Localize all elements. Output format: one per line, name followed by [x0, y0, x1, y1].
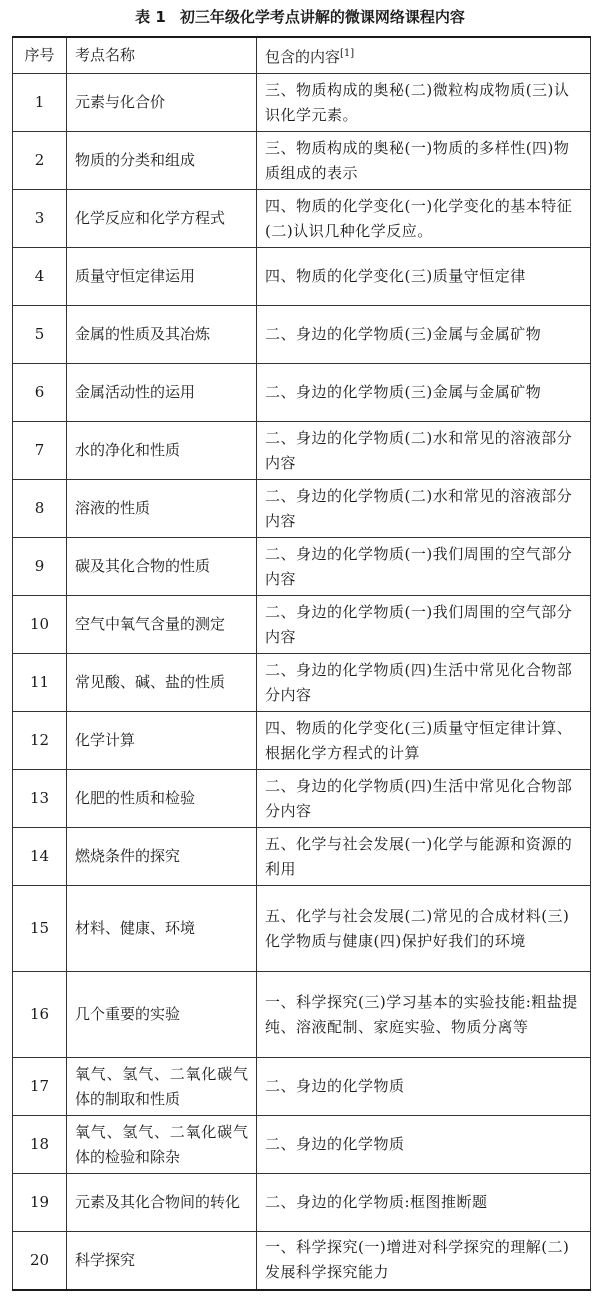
row-name: 元素与化合价: [67, 74, 257, 132]
table-row: [13, 1232, 591, 1290]
row-content: 二、身边的化学物质:框图推断题: [257, 1174, 591, 1232]
row-content: 四、物质的化学变化(一)化学变化的基本特征(二)认识几种化学反应。: [257, 190, 591, 248]
table-row: [13, 480, 591, 538]
row-content: 三、物质构成的奥秘(二)微粒构成物质(三)认识化学元素。: [257, 74, 591, 132]
course-table: [12, 36, 591, 1291]
table-row: [13, 1116, 591, 1174]
row-seq: 12: [13, 712, 67, 770]
row-seq: 6: [13, 364, 67, 422]
table-row: [13, 712, 591, 770]
row-seq: 3: [13, 190, 67, 248]
row-seq: 10: [13, 596, 67, 654]
row-name: 溶液的性质: [67, 480, 257, 538]
row-content: 一、科学探究(一)增进对科学探究的理解(二)发展科学探究能力: [257, 1232, 591, 1290]
table-row: [13, 190, 591, 248]
row-seq: 2: [13, 132, 67, 190]
row-name: 碳及其化合物的性质: [67, 538, 257, 596]
row-name: 常见酸、碱、盐的性质: [67, 654, 257, 712]
row-content: 五、化学与社会发展(二)常见的合成材料(三)化学物质与健康(四)保护好我们的环境: [257, 886, 591, 972]
row-content: 二、身边的化学物质(二)水和常见的溶液部分内容: [257, 480, 591, 538]
row-name: 水的净化和性质: [67, 422, 257, 480]
row-seq: 11: [13, 654, 67, 712]
row-seq: 4: [13, 248, 67, 306]
row-seq: 20: [13, 1232, 67, 1290]
table-row: [13, 886, 591, 972]
table-row: [13, 132, 591, 190]
table-row: [13, 538, 591, 596]
row-content: 二、身边的化学物质(二)水和常见的溶液部分内容: [257, 422, 591, 480]
row-content: 三、物质构成的奥秘(一)物质的多样性(四)物质组成的表示: [257, 132, 591, 190]
table-row: [13, 74, 591, 132]
row-name: 几个重要的实验: [67, 972, 257, 1058]
row-content: 二、身边的化学物质(三)金属与金属矿物: [257, 364, 591, 422]
row-seq: 5: [13, 306, 67, 364]
row-content: 二、身边的化学物质: [257, 1058, 591, 1116]
row-name: 化肥的性质和检验: [67, 770, 257, 828]
table-number: 表 1: [135, 8, 166, 26]
table-title: 初三年级化学考点讲解的微课网络课程内容: [179, 8, 465, 26]
row-seq: 9: [13, 538, 67, 596]
header-content-note: [1]: [340, 48, 355, 59]
row-seq: 16: [13, 972, 67, 1058]
row-name: 燃烧条件的探究: [67, 828, 257, 886]
row-name: 科学探究: [67, 1232, 257, 1290]
header-content: [257, 37, 591, 74]
table-row: [13, 248, 591, 306]
row-content: 二、身边的化学物质(一)我们周围的空气部分内容: [257, 596, 591, 654]
row-seq: 8: [13, 480, 67, 538]
row-seq: 18: [13, 1116, 67, 1174]
table-row: [13, 972, 591, 1058]
row-seq: 1: [13, 74, 67, 132]
row-name: 空气中氧气含量的测定: [67, 596, 257, 654]
row-seq: 13: [13, 770, 67, 828]
table-row: [13, 828, 591, 886]
header-name: 考点名称: [67, 37, 257, 74]
row-name: 材料、健康、环境: [67, 886, 257, 972]
row-content: 四、物质的化学变化(三)质量守恒定律: [257, 248, 591, 306]
row-name: 质量守恒定律运用: [67, 248, 257, 306]
row-content: 二、身边的化学物质(一)我们周围的空气部分内容: [257, 538, 591, 596]
header-content-label: 包含的内容: [265, 48, 341, 66]
table-caption: [0, 0, 600, 34]
table-row: [13, 306, 591, 364]
row-name: 金属活动性的运用: [67, 364, 257, 422]
row-name: 氧气、氢气、二氧化碳气体的检验和除杂: [67, 1116, 257, 1174]
row-seq: 15: [13, 886, 67, 972]
row-name: 金属的性质及其冶炼: [67, 306, 257, 364]
header-seq: 序号: [13, 37, 67, 74]
table-row: [13, 1058, 591, 1116]
row-seq: 17: [13, 1058, 67, 1116]
row-seq: 7: [13, 422, 67, 480]
row-name: 化学计算: [67, 712, 257, 770]
row-content: 二、身边的化学物质: [257, 1116, 591, 1174]
row-content: 二、身边的化学物质(四)生活中常见化合物部分内容: [257, 654, 591, 712]
table-row: [13, 422, 591, 480]
table-row: [13, 1174, 591, 1232]
row-name: 氧气、氢气、二氧化碳气体的制取和性质: [67, 1058, 257, 1116]
row-seq: 19: [13, 1174, 67, 1232]
row-content: 二、身边的化学物质(三)金属与金属矿物: [257, 306, 591, 364]
row-content: 五、化学与社会发展(一)化学与能源和资源的利用: [257, 828, 591, 886]
row-name: 元素及其化合物间的转化: [67, 1174, 257, 1232]
row-content: 一、科学探究(三)学习基本的实验技能:粗盐提纯、溶液配制、家庭实验、物质分离等: [257, 972, 591, 1058]
table-row: [13, 596, 591, 654]
row-content: 四、物质的化学变化(三)质量守恒定律计算、根据化学方程式的计算: [257, 712, 591, 770]
table-row: [13, 770, 591, 828]
row-name: 化学反应和化学方程式: [67, 190, 257, 248]
row-content: 二、身边的化学物质(四)生活中常见化合物部分内容: [257, 770, 591, 828]
table-row: [13, 654, 591, 712]
row-seq: 14: [13, 828, 67, 886]
table-row: [13, 364, 591, 422]
row-name: 物质的分类和组成: [67, 132, 257, 190]
header-row: [13, 37, 591, 74]
